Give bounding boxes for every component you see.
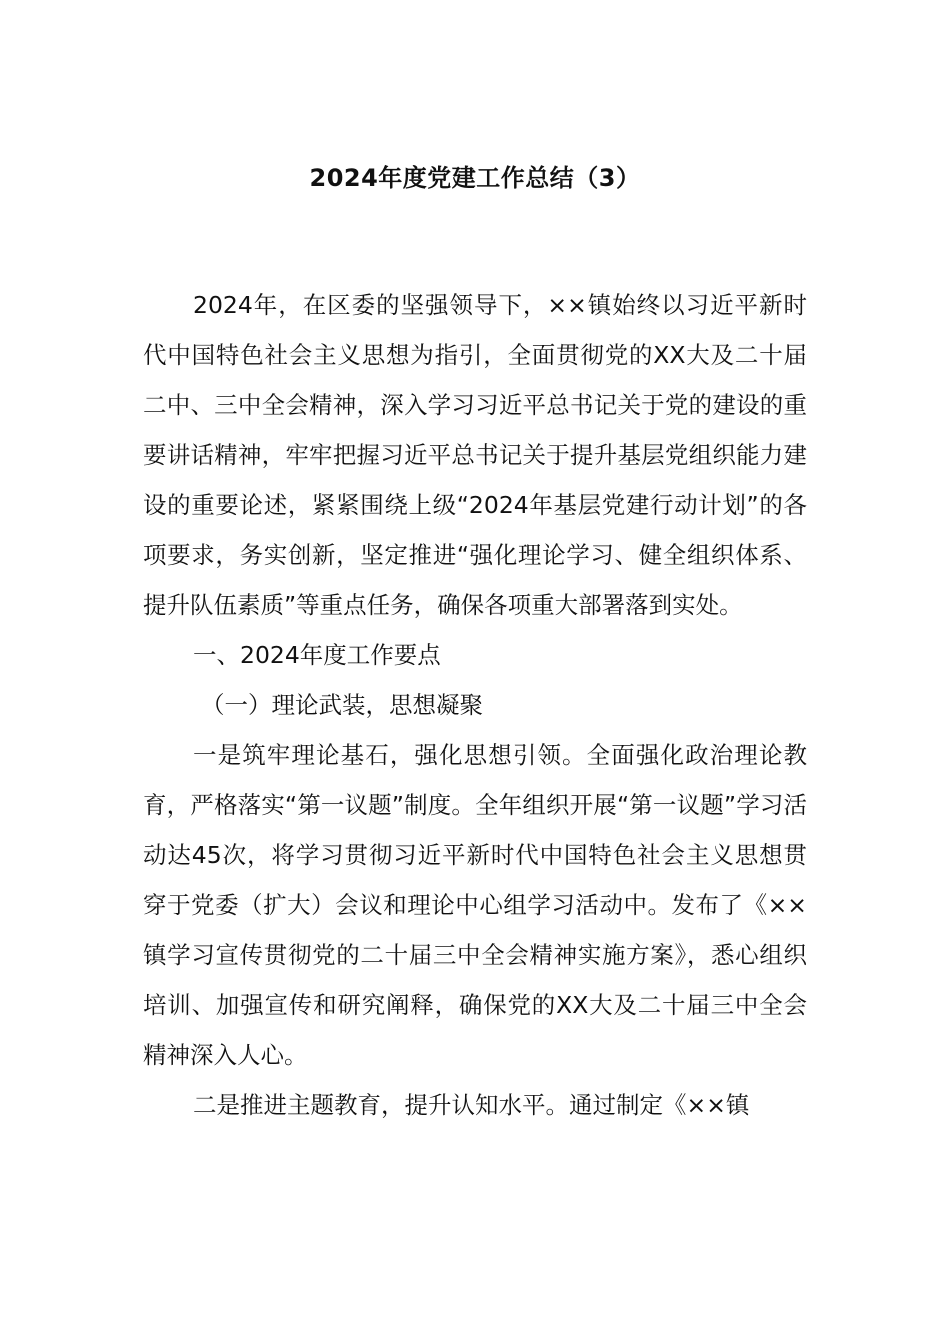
body-paragraph-1: 一是筑牢理论基石，强化思想引领。全面强化政治理论教育，严格落实“第一议题”制度。全年组织开展“第一议题”学习活动达45次，将学习贯彻习近平新时代中国特色社会主义思想贯穿于党委（扩大）会议和理论中心组学习活动中。发布了《××镇学习宣传贯彻党的二十届三中全会精神实施方案》，悉心组织培训、加强宣传和研究阐释，确保党的XX大及二十届三中全会精神深入人心。 xyxy=(143,741,807,1069)
section-heading-1: 一、2024年度工作要点 xyxy=(193,641,441,669)
document-body xyxy=(143,280,807,1130)
intro-paragraph: 2024年，在区委的坚强领导下，××镇始终以习近平新时代中国特色社会主义思想为指引，全面贯彻党的XX大及二十届二中、三中全会精神，深入学习习近平总书记关于党的建设的重要讲话精神，牢牢把握习近平总书记关于提升基层党组织能力建设的重要论述，紧紧围绕上级“2024年基层党建行动计划”的各项要求，务实创新，坚定推进“强化理论学习、健全组织体系、提升队伍素质”等重点任务，确保各项重大部署落到实处。 xyxy=(143,291,807,619)
body-paragraph-2: 二是推进主题教育，提升认知水平。通过制定《××镇 xyxy=(193,1091,750,1119)
subsection-heading-1: （一）理论武装，思想凝聚 xyxy=(201,691,483,719)
document-title: 2024年度党建工作总结（3） xyxy=(309,164,641,192)
